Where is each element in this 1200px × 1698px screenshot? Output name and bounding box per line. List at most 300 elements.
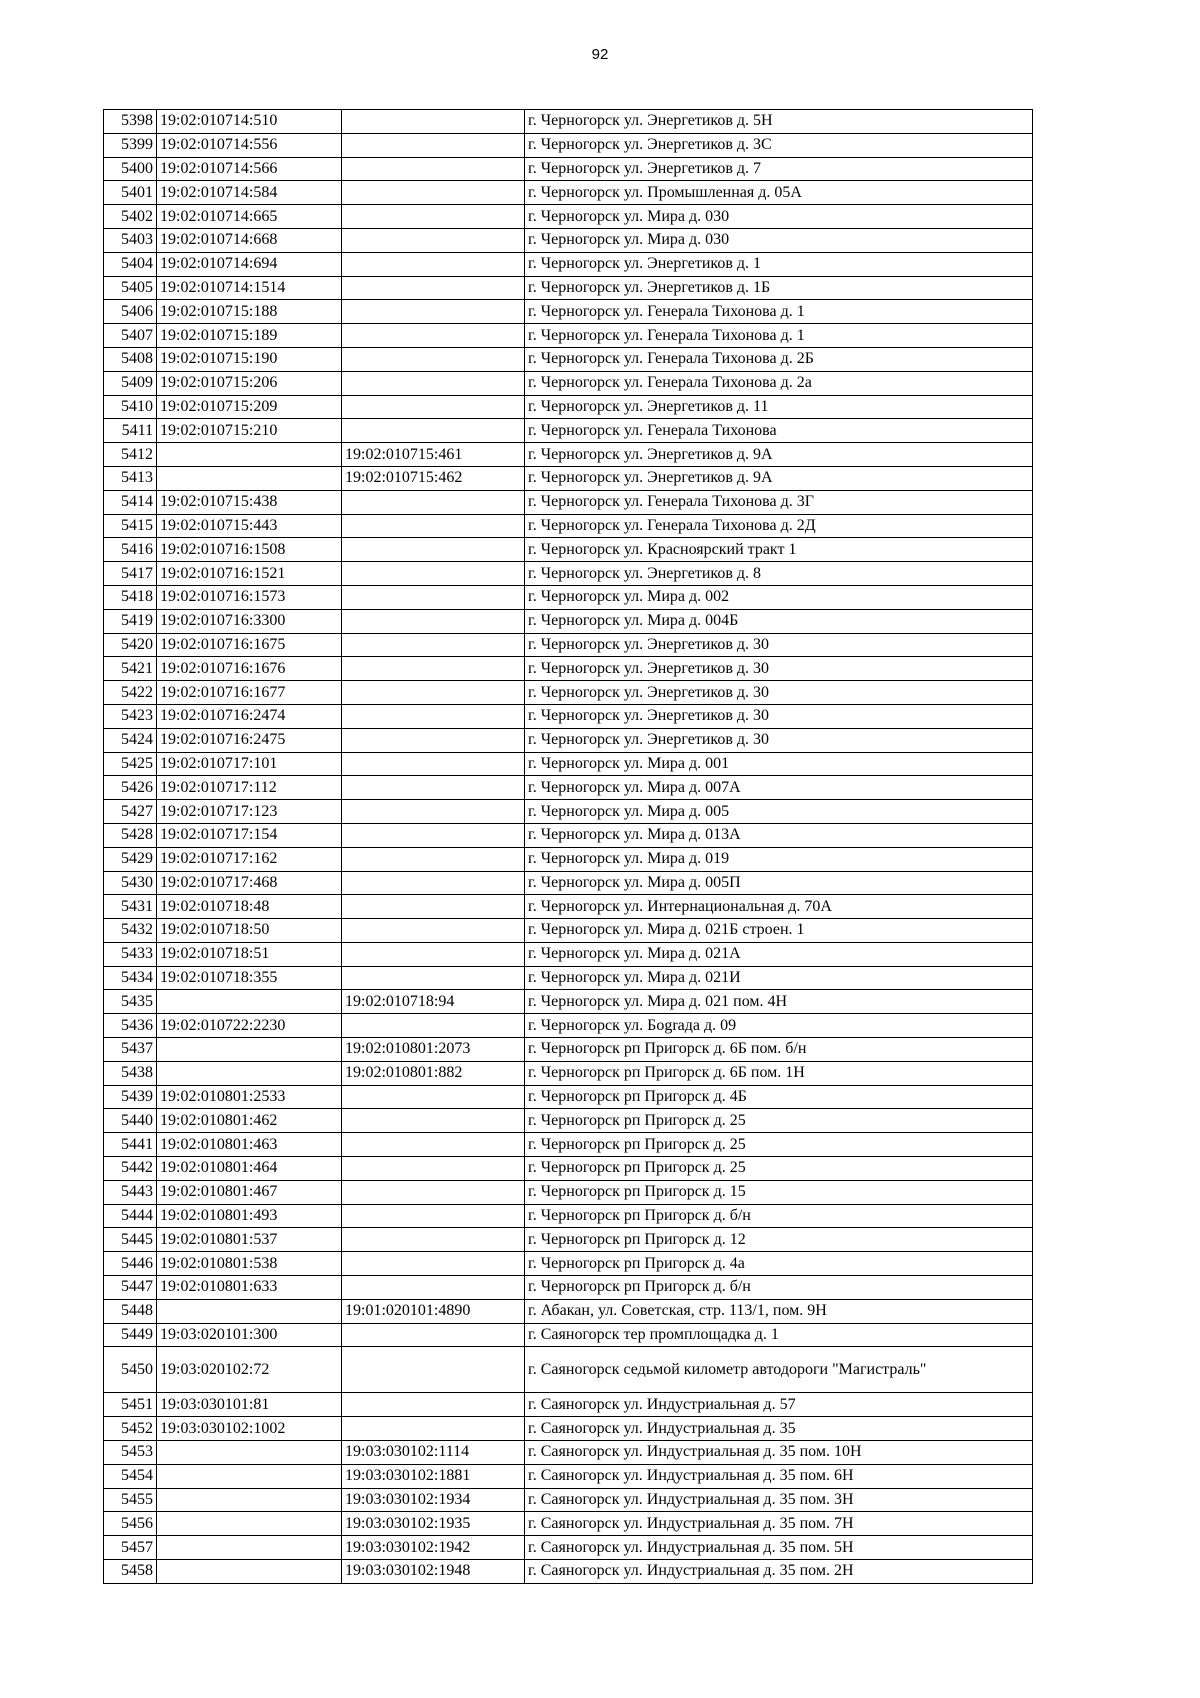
row-number: 5412 [104, 443, 157, 467]
row-number: 5456 [104, 1512, 157, 1536]
premises-cadastral-number-cell: 19:03:030102:1948 [342, 1560, 525, 1584]
row-number: 5445 [104, 1228, 157, 1252]
table-row [104, 419, 1033, 443]
cadastral-number-cell: 19:02:010801:538 [157, 1252, 342, 1276]
row-number: 5416 [104, 538, 157, 562]
cadastral-number-cell: 19:02:010715:443 [157, 514, 342, 538]
premises-cadastral-number-cell: 19:03:030102:1935 [342, 1512, 525, 1536]
row-number: 5432 [104, 919, 157, 943]
row-number: 5409 [104, 371, 157, 395]
address-cell: г. Черногорск рп Пригорск д. 25 [525, 1157, 1033, 1181]
table-row [104, 609, 1033, 633]
table-row [104, 1014, 1033, 1038]
address-cell: г. Черногорск ул. Интернациональная д. 70А [525, 895, 1033, 919]
row-number: 5418 [104, 585, 157, 609]
address-cell: г. Черногорск ул. Мира д. 019 [525, 847, 1033, 871]
cadastral-number-cell: 19:02:010717:468 [157, 871, 342, 895]
row-number: 5424 [104, 728, 157, 752]
premises-cadastral-number-cell [342, 609, 525, 633]
address-cell: г. Черногорск рп Пригорск д. б/н [525, 1204, 1033, 1228]
cadastral-number-cell: 19:02:010715:438 [157, 490, 342, 514]
row-number: 5398 [104, 110, 157, 134]
row-number: 5437 [104, 1038, 157, 1062]
address-cell: г. Черногорск ул. Энергетиков д. 9А [525, 443, 1033, 467]
premises-cadastral-number-cell [342, 681, 525, 705]
address-cell: г. Черногорск рп Пригорск д. 4а [525, 1252, 1033, 1276]
table-row [104, 704, 1033, 728]
table-row [104, 205, 1033, 229]
row-number: 5413 [104, 466, 157, 490]
cadastral-number-cell: 19:02:010716:2474 [157, 704, 342, 728]
row-number: 5423 [104, 704, 157, 728]
address-cell: г. Черногорск рп Пригорск д. 25 [525, 1109, 1033, 1133]
table-row [104, 1276, 1033, 1300]
row-number: 5410 [104, 395, 157, 419]
address-cell: г. Саяногорск ул. Индустриальная д. 35 пом. 3Н [525, 1488, 1033, 1512]
table-row [104, 300, 1033, 324]
cadastral-number-cell: 19:02:010717:162 [157, 847, 342, 871]
row-number: 5440 [104, 1109, 157, 1133]
row-number: 5399 [104, 133, 157, 157]
row-number: 5447 [104, 1276, 157, 1300]
address-cell: г. Саяногорск ул. Индустриальная д. 35 пом. 2Н [525, 1560, 1033, 1584]
cadastral-number-cell: 19:02:010715:206 [157, 371, 342, 395]
premises-cadastral-number-cell [342, 181, 525, 205]
cadastral-number-cell: 19:02:010718:48 [157, 895, 342, 919]
premises-cadastral-number-cell: 19:01:020101:4890 [342, 1299, 525, 1323]
premises-cadastral-number-cell [342, 942, 525, 966]
row-number: 5406 [104, 300, 157, 324]
row-number: 5419 [104, 609, 157, 633]
address-cell: г. Саяногорск ул. Индустриальная д. 35 пом. 6Н [525, 1464, 1033, 1488]
cadastral-number-cell: 19:02:010718:50 [157, 919, 342, 943]
row-number: 5452 [104, 1417, 157, 1441]
premises-cadastral-number-cell [342, 1133, 525, 1157]
table-row [104, 681, 1033, 705]
address-cell: г. Черногорск ул. Генерала Тихонова д. 3Г [525, 490, 1033, 514]
address-cell: г. Черногорск ул. Энергетиков д. 1Б [525, 276, 1033, 300]
premises-cadastral-number-cell [342, 133, 525, 157]
cadastral-number-cell: 19:02:010718:355 [157, 966, 342, 990]
table-row [104, 585, 1033, 609]
table-row [104, 1347, 1033, 1393]
address-cell: г. Черногорск ул. Энергетиков д. 8 [525, 562, 1033, 586]
table-row [104, 347, 1033, 371]
row-number: 5408 [104, 347, 157, 371]
table-row [104, 942, 1033, 966]
cadastral-number-cell: 19:02:010715:188 [157, 300, 342, 324]
premises-cadastral-number-cell: 19:02:010801:882 [342, 1061, 525, 1085]
table-row [104, 1133, 1033, 1157]
premises-cadastral-number-cell [342, 1157, 525, 1181]
table-row [104, 752, 1033, 776]
row-number: 5405 [104, 276, 157, 300]
cadastral-number-cell [157, 1512, 342, 1536]
table-row [104, 1252, 1033, 1276]
premises-cadastral-number-cell: 19:02:010718:94 [342, 990, 525, 1014]
cadastral-number-cell: 19:02:010714:556 [157, 133, 342, 157]
premises-cadastral-number-cell [342, 228, 525, 252]
table-row [104, 990, 1033, 1014]
premises-cadastral-number-cell [342, 776, 525, 800]
cadastral-number-cell: 19:02:010717:112 [157, 776, 342, 800]
row-number: 5438 [104, 1061, 157, 1085]
premises-cadastral-number-cell [342, 1180, 525, 1204]
table-row [104, 1228, 1033, 1252]
address-cell: г. Саяногорск ул. Индустриальная д. 35 пом. 10Н [525, 1441, 1033, 1465]
row-number: 5449 [104, 1323, 157, 1347]
premises-cadastral-number-cell [342, 752, 525, 776]
premises-cadastral-number-cell [342, 276, 525, 300]
row-number: 5453 [104, 1441, 157, 1465]
row-number: 5451 [104, 1393, 157, 1417]
cadastral-number-cell: 19:02:010717:123 [157, 800, 342, 824]
table-row [104, 966, 1033, 990]
cadastral-number-cell: 19:02:010801:467 [157, 1180, 342, 1204]
address-cell: г. Черногорск ул. Генерала Тихонова д. 1 [525, 324, 1033, 348]
premises-cadastral-number-cell [342, 300, 525, 324]
table-row [104, 1536, 1033, 1560]
row-number: 5446 [104, 1252, 157, 1276]
row-number: 5431 [104, 895, 157, 919]
table-row [104, 1464, 1033, 1488]
address-cell: г. Черногорск ул. Мира д. 030 [525, 205, 1033, 229]
premises-cadastral-number-cell [342, 538, 525, 562]
cadastral-number-cell: 19:02:010714:665 [157, 205, 342, 229]
cadastral-number-cell: 19:02:010714:668 [157, 228, 342, 252]
cadastral-number-cell: 19:02:010716:1521 [157, 562, 342, 586]
row-number: 5434 [104, 966, 157, 990]
registry-table [103, 109, 1033, 1584]
row-number: 5439 [104, 1085, 157, 1109]
cadastral-number-cell: 19:02:010716:2475 [157, 728, 342, 752]
address-cell: г. Черногорск ул. Генерала Тихонова д. 1 [525, 300, 1033, 324]
address-cell: г. Черногорск рп Пригорск д. 12 [525, 1228, 1033, 1252]
table-row [104, 823, 1033, 847]
row-number: 5425 [104, 752, 157, 776]
cadastral-number-cell: 19:02:010717:101 [157, 752, 342, 776]
address-cell: г. Черногорск ул. Энергетиков д. 30 [525, 704, 1033, 728]
premises-cadastral-number-cell [342, 728, 525, 752]
address-cell: г. Черногорск ул. Мира д. 005 [525, 800, 1033, 824]
cadastral-number-cell: 19:02:010716:1508 [157, 538, 342, 562]
cadastral-number-cell: 19:02:010718:51 [157, 942, 342, 966]
premises-cadastral-number-cell [342, 371, 525, 395]
address-cell: г. Черногорск ул. Мира д. 021Б строен. 1 [525, 919, 1033, 943]
premises-cadastral-number-cell [342, 633, 525, 657]
table-row [104, 371, 1033, 395]
cadastral-number-cell: 19:02:010717:154 [157, 823, 342, 847]
table-row [104, 633, 1033, 657]
table-row [104, 1299, 1033, 1323]
row-number: 5458 [104, 1560, 157, 1584]
cadastral-number-cell: 19:02:010715:209 [157, 395, 342, 419]
row-number: 5430 [104, 871, 157, 895]
cadastral-number-cell [157, 466, 342, 490]
address-cell: г. Черногорск ул. Энергетиков д. 11 [525, 395, 1033, 419]
table-row [104, 1109, 1033, 1133]
table-row [104, 1512, 1033, 1536]
row-number: 5444 [104, 1204, 157, 1228]
cadastral-number-cell: 19:02:010714:694 [157, 252, 342, 276]
table-row [104, 1417, 1033, 1441]
cadastral-number-cell [157, 1464, 342, 1488]
row-number: 5401 [104, 181, 157, 205]
registry-table-body [104, 110, 1033, 1584]
cadastral-number-cell: 19:02:010801:537 [157, 1228, 342, 1252]
address-cell: г. Черногорск рп Пригорск д. 6Б пом. б/н [525, 1038, 1033, 1062]
address-cell: г. Саяногорск ул. Индустриальная д. 57 [525, 1393, 1033, 1417]
premises-cadastral-number-cell [342, 1085, 525, 1109]
address-cell: г. Черногорск ул. Мира д. 002 [525, 585, 1033, 609]
address-cell: г. Саяногорск ул. Индустриальная д. 35 пом. 7Н [525, 1512, 1033, 1536]
cadastral-number-cell: 19:03:020102:72 [157, 1347, 342, 1393]
row-number: 5411 [104, 419, 157, 443]
cadastral-number-cell: 19:02:010801:633 [157, 1276, 342, 1300]
row-number: 5441 [104, 1133, 157, 1157]
address-cell: г. Черногорск ул. Промышленная д. 05А [525, 181, 1033, 205]
address-cell: г. Черногорск ул. Энергетиков д. 30 [525, 657, 1033, 681]
premises-cadastral-number-cell: 19:03:030102:1114 [342, 1441, 525, 1465]
row-number: 5404 [104, 252, 157, 276]
premises-cadastral-number-cell [342, 1109, 525, 1133]
cadastral-number-cell: 19:03:020101:300 [157, 1323, 342, 1347]
premises-cadastral-number-cell [342, 157, 525, 181]
table-row [104, 110, 1033, 134]
cadastral-number-cell: 19:02:010714:584 [157, 181, 342, 205]
premises-cadastral-number-cell [342, 800, 525, 824]
premises-cadastral-number-cell [342, 514, 525, 538]
cadastral-number-cell [157, 1560, 342, 1584]
address-cell: г. Черногорск ул. Мира д. 021И [525, 966, 1033, 990]
table-row [104, 1180, 1033, 1204]
premises-cadastral-number-cell [342, 704, 525, 728]
address-cell: г. Черногорск ул. Энергетиков д. 3С [525, 133, 1033, 157]
address-cell: г. Черногорск ул. Энергетиков д. 30 [525, 728, 1033, 752]
premises-cadastral-number-cell [342, 1252, 525, 1276]
premises-cadastral-number-cell [342, 1323, 525, 1347]
cadastral-number-cell: 19:02:010801:2533 [157, 1085, 342, 1109]
row-number: 5433 [104, 942, 157, 966]
premises-cadastral-number-cell [342, 966, 525, 990]
cadastral-number-cell: 19:03:030101:81 [157, 1393, 342, 1417]
cadastral-number-cell: 19:02:010714:510 [157, 110, 342, 134]
row-number: 5403 [104, 228, 157, 252]
premises-cadastral-number-cell [342, 347, 525, 371]
address-cell: г. Черногорск ул. Мира д. 021 пом. 4Н [525, 990, 1033, 1014]
cadastral-number-cell: 19:02:010801:493 [157, 1204, 342, 1228]
premises-cadastral-number-cell: 19:03:030102:1942 [342, 1536, 525, 1560]
cadastral-number-cell: 19:02:010716:1573 [157, 585, 342, 609]
premises-cadastral-number-cell: 19:02:010715:461 [342, 443, 525, 467]
row-number: 5450 [104, 1347, 157, 1393]
page-number: 92 [591, 46, 609, 63]
table-row [104, 1441, 1033, 1465]
address-cell: г. Саяногорск ул. Индустриальная д. 35 пом. 5Н [525, 1536, 1033, 1560]
premises-cadastral-number-cell [342, 1393, 525, 1417]
address-cell: г. Черногорск ул. Энергетиков д. 30 [525, 633, 1033, 657]
cadastral-number-cell: 19:02:010716:3300 [157, 609, 342, 633]
address-cell: г. Черногорск рп Пригорск д. 15 [525, 1180, 1033, 1204]
premises-cadastral-number-cell [342, 657, 525, 681]
table-row [104, 1560, 1033, 1584]
row-number: 5429 [104, 847, 157, 871]
table-row [104, 276, 1033, 300]
table-row [104, 228, 1033, 252]
cadastral-number-cell [157, 1441, 342, 1465]
address-cell: г. Черногорск ул. Мира д. 030 [525, 228, 1033, 252]
premises-cadastral-number-cell [342, 252, 525, 276]
address-cell: г. Черногорск ул. Красноярский тракт 1 [525, 538, 1033, 562]
table-row [104, 1323, 1033, 1347]
cadastral-number-cell: 19:02:010716:1677 [157, 681, 342, 705]
cadastral-number-cell: 19:02:010714:1514 [157, 276, 342, 300]
address-cell: г. Черногорск ул. Энергетиков д. 30 [525, 681, 1033, 705]
row-number: 5436 [104, 1014, 157, 1038]
row-number: 5442 [104, 1157, 157, 1181]
row-number: 5417 [104, 562, 157, 586]
address-cell: г. Черногорск рп Пригорск д. б/н [525, 1276, 1033, 1300]
cadastral-number-cell [157, 1488, 342, 1512]
cadastral-number-cell: 19:02:010722:2230 [157, 1014, 342, 1038]
cadastral-number-cell [157, 1536, 342, 1560]
address-cell: г. Черногорск ул. Мира д. 021А [525, 942, 1033, 966]
premises-cadastral-number-cell [342, 1276, 525, 1300]
row-number: 5402 [104, 205, 157, 229]
row-number: 5421 [104, 657, 157, 681]
premises-cadastral-number-cell [342, 562, 525, 586]
cadastral-number-cell: 19:02:010715:210 [157, 419, 342, 443]
address-cell: г. Черногорск ул. Генерала Тихонова д. 2Д [525, 514, 1033, 538]
cadastral-number-cell [157, 443, 342, 467]
row-number: 5420 [104, 633, 157, 657]
row-number: 5428 [104, 823, 157, 847]
cadastral-number-cell [157, 1038, 342, 1062]
table-row [104, 395, 1033, 419]
premises-cadastral-number-cell [342, 205, 525, 229]
cadastral-number-cell: 19:02:010801:464 [157, 1157, 342, 1181]
row-number: 5457 [104, 1536, 157, 1560]
cadastral-number-cell [157, 1299, 342, 1323]
table-row [104, 776, 1033, 800]
row-number: 5415 [104, 514, 157, 538]
address-cell: г. Саяногорск седьмой километр автодороги "Магистраль" [525, 1347, 1033, 1393]
cadastral-number-cell: 19:02:010714:566 [157, 157, 342, 181]
address-cell: г. Черногорск ул. Энергетиков д. 7 [525, 157, 1033, 181]
table-row [104, 157, 1033, 181]
premises-cadastral-number-cell [342, 1014, 525, 1038]
address-cell: г. Черногорск рп Пригорск д. 25 [525, 1133, 1033, 1157]
table-row [104, 252, 1033, 276]
premises-cadastral-number-cell [342, 871, 525, 895]
premises-cadastral-number-cell [342, 919, 525, 943]
premises-cadastral-number-cell [342, 419, 525, 443]
row-number: 5426 [104, 776, 157, 800]
row-number: 5414 [104, 490, 157, 514]
row-number: 5407 [104, 324, 157, 348]
address-cell: г. Черногорск ул. Мира д. 004Б [525, 609, 1033, 633]
cadastral-number-cell: 19:02:010801:462 [157, 1109, 342, 1133]
address-cell: г. Черногорск ул. Бograда д. 09 [525, 1014, 1033, 1038]
cadastral-number-cell: 19:02:010715:190 [157, 347, 342, 371]
table-row [104, 1393, 1033, 1417]
table-row [104, 443, 1033, 467]
table-row [104, 728, 1033, 752]
cadastral-number-cell: 19:03:030102:1002 [157, 1417, 342, 1441]
premises-cadastral-number-cell [342, 1347, 525, 1393]
table-row [104, 800, 1033, 824]
table-row [104, 181, 1033, 205]
table-row [104, 538, 1033, 562]
table-row [104, 871, 1033, 895]
table-row [104, 562, 1033, 586]
cadastral-number-cell [157, 1061, 342, 1085]
table-row [104, 895, 1033, 919]
premises-cadastral-number-cell [342, 395, 525, 419]
premises-cadastral-number-cell [342, 110, 525, 134]
premises-cadastral-number-cell [342, 1228, 525, 1252]
table-row [104, 657, 1033, 681]
premises-cadastral-number-cell: 19:02:010801:2073 [342, 1038, 525, 1062]
row-number: 5427 [104, 800, 157, 824]
address-cell: г. Черногорск ул. Мира д. 001 [525, 752, 1033, 776]
cadastral-number-cell: 19:02:010716:1675 [157, 633, 342, 657]
address-cell: г. Черногорск ул. Мира д. 007А [525, 776, 1033, 800]
address-cell: г. Черногорск ул. Генерала Тихонова д. 2а [525, 371, 1033, 395]
premises-cadastral-number-cell: 19:03:030102:1881 [342, 1464, 525, 1488]
table-row [104, 1085, 1033, 1109]
address-cell: г. Черногорск ул. Энергетиков д. 1 [525, 252, 1033, 276]
address-cell: г. Саяногорск тер промплощадка д. 1 [525, 1323, 1033, 1347]
row-number: 5454 [104, 1464, 157, 1488]
table-row [104, 324, 1033, 348]
address-cell: г. Черногорск ул. Мира д. 013А [525, 823, 1033, 847]
cadastral-number-cell [157, 990, 342, 1014]
address-cell: г. Черногорск рп Пригорск д. 4Б [525, 1085, 1033, 1109]
table-row [104, 490, 1033, 514]
premises-cadastral-number-cell [342, 585, 525, 609]
table-row [104, 847, 1033, 871]
table-row [104, 1204, 1033, 1228]
table-row [104, 514, 1033, 538]
premises-cadastral-number-cell [342, 847, 525, 871]
address-cell: г. Черногорск ул. Энергетиков д. 5Н [525, 110, 1033, 134]
address-cell: г. Черногорск ул. Генерала Тихонова [525, 419, 1033, 443]
cadastral-number-cell: 19:02:010715:189 [157, 324, 342, 348]
address-cell: г. Черногорск рп Пригорск д. 6Б пом. 1Н [525, 1061, 1033, 1085]
table-row [104, 1038, 1033, 1062]
cadastral-number-cell: 19:02:010801:463 [157, 1133, 342, 1157]
row-number: 5400 [104, 157, 157, 181]
row-number: 5455 [104, 1488, 157, 1512]
table-row [104, 1061, 1033, 1085]
table-row [104, 133, 1033, 157]
row-number: 5443 [104, 1180, 157, 1204]
premises-cadastral-number-cell: 19:03:030102:1934 [342, 1488, 525, 1512]
row-number: 5448 [104, 1299, 157, 1323]
table-row [104, 1488, 1033, 1512]
premises-cadastral-number-cell [342, 895, 525, 919]
premises-cadastral-number-cell [342, 490, 525, 514]
cadastral-number-cell: 19:02:010716:1676 [157, 657, 342, 681]
row-number: 5435 [104, 990, 157, 1014]
premises-cadastral-number-cell [342, 1204, 525, 1228]
premises-cadastral-number-cell [342, 1417, 525, 1441]
premises-cadastral-number-cell [342, 823, 525, 847]
table-row [104, 919, 1033, 943]
address-cell: г. Черногорск ул. Мира д. 005П [525, 871, 1033, 895]
table-row [104, 466, 1033, 490]
